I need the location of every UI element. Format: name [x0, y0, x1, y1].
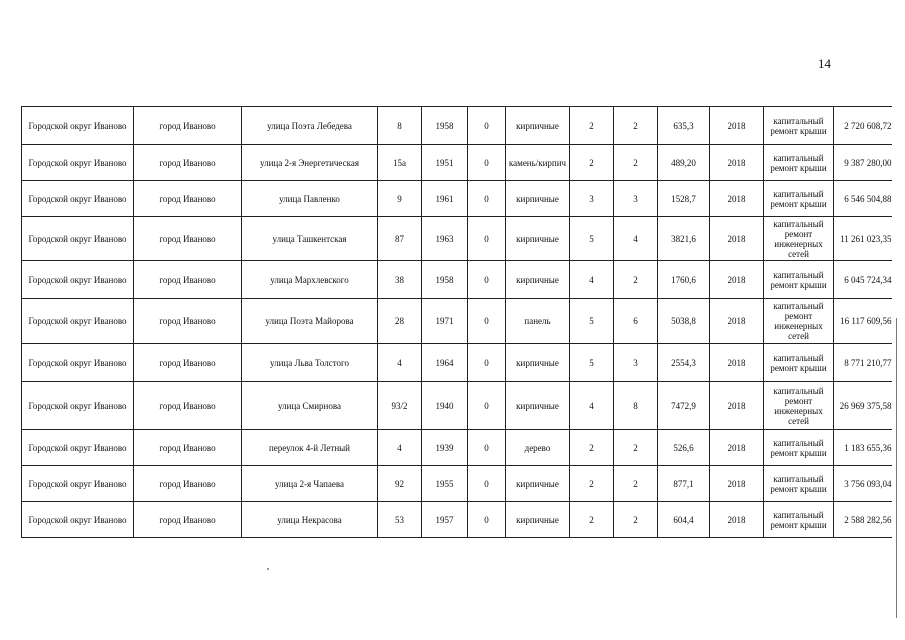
work-type-cell: капитальный ремонт крыши	[764, 344, 834, 382]
table-row	[22, 107, 892, 145]
street-cell: улица Льва Толстого	[242, 344, 378, 382]
cost-cell: 11 261 023,35	[834, 217, 892, 261]
street-cell: улица Ташкентская	[242, 217, 378, 261]
cost-cell: 6 546 504,88	[834, 181, 892, 217]
area-cell: 1760,6	[658, 261, 710, 299]
floors-cell: 2	[570, 107, 614, 145]
area-cell: 604,4	[658, 502, 710, 538]
build-year-cell: 1951	[422, 145, 468, 181]
city-cell: город Иваново	[134, 344, 242, 382]
house-number-cell: 9	[378, 181, 422, 217]
floors-cell: 2	[570, 466, 614, 502]
zero-cell: 0	[468, 299, 506, 344]
scan-speck	[267, 568, 269, 570]
entrances-cell: 2	[614, 502, 658, 538]
table-row	[22, 382, 892, 430]
city-cell: город Иваново	[134, 502, 242, 538]
build-year-cell: 1958	[422, 261, 468, 299]
entrances-cell: 8	[614, 382, 658, 430]
wall-material-cell: кирпичные	[506, 502, 570, 538]
zero-cell: 0	[468, 261, 506, 299]
city-cell: город Иваново	[134, 430, 242, 466]
city-cell: город Иваново	[134, 181, 242, 217]
table-row	[22, 261, 892, 299]
zero-cell: 0	[468, 181, 506, 217]
build-year-cell: 1940	[422, 382, 468, 430]
table-row	[22, 344, 892, 382]
build-year-cell: 1958	[422, 107, 468, 145]
zero-cell: 0	[468, 466, 506, 502]
municipality-cell: Городской округ Иваново	[22, 145, 134, 181]
wall-material-cell: камень/кирпич	[506, 145, 570, 181]
cost-cell: 6 045 724,34	[834, 261, 892, 299]
table-row	[22, 502, 892, 538]
city-cell: город Иваново	[134, 466, 242, 502]
cost-cell: 1 183 655,36	[834, 430, 892, 466]
floors-cell: 4	[570, 261, 614, 299]
wall-material-cell: кирпичные	[506, 107, 570, 145]
municipality-cell: Городской округ Иваново	[22, 430, 134, 466]
build-year-cell: 1955	[422, 466, 468, 502]
plan-year-cell: 2018	[710, 107, 764, 145]
build-year-cell: 1971	[422, 299, 468, 344]
work-type-cell: капитальный ремонт крыши	[764, 181, 834, 217]
floors-cell: 4	[570, 382, 614, 430]
table-row	[22, 430, 892, 466]
cost-cell: 16 117 609,56	[834, 299, 892, 344]
plan-year-cell: 2018	[710, 299, 764, 344]
city-cell: город Иваново	[134, 299, 242, 344]
house-number-cell: 28	[378, 299, 422, 344]
street-cell: улица Поэта Лебедева	[242, 107, 378, 145]
plan-year-cell: 2018	[710, 145, 764, 181]
page-number: 14	[818, 56, 831, 71]
cost-cell: 26 969 375,58	[834, 382, 892, 430]
municipality-cell: Городской округ Иваново	[22, 502, 134, 538]
entrances-cell: 2	[614, 107, 658, 145]
wall-material-cell: кирпичные	[506, 344, 570, 382]
area-cell: 5038,8	[658, 299, 710, 344]
work-type-cell: капитальный ремонт крыши	[764, 145, 834, 181]
street-cell: улица Некрасова	[242, 502, 378, 538]
repair-program-table	[21, 106, 892, 538]
street-cell: улица 2-я Чапаева	[242, 466, 378, 502]
table-row	[22, 181, 892, 217]
wall-material-cell: кирпичные	[506, 382, 570, 430]
wall-material-cell: панель	[506, 299, 570, 344]
city-cell: город Иваново	[134, 107, 242, 145]
cost-cell: 8 771 210,77	[834, 344, 892, 382]
house-number-cell: 4	[378, 344, 422, 382]
area-cell: 526,6	[658, 430, 710, 466]
street-cell: улица Мархлевского	[242, 261, 378, 299]
zero-cell: 0	[468, 145, 506, 181]
municipality-cell: Городской округ Иваново	[22, 261, 134, 299]
cost-cell: 3 756 093,04	[834, 466, 892, 502]
wall-material-cell: кирпичные	[506, 466, 570, 502]
city-cell: город Иваново	[134, 382, 242, 430]
area-cell: 3821,6	[658, 217, 710, 261]
plan-year-cell: 2018	[710, 382, 764, 430]
build-year-cell: 1957	[422, 502, 468, 538]
area-cell: 489,20	[658, 145, 710, 181]
entrances-cell: 2	[614, 430, 658, 466]
area-cell: 877,1	[658, 466, 710, 502]
entrances-cell: 4	[614, 217, 658, 261]
house-number-cell: 53	[378, 502, 422, 538]
floors-cell: 5	[570, 344, 614, 382]
area-cell: 1528,7	[658, 181, 710, 217]
plan-year-cell: 2018	[710, 502, 764, 538]
cost-cell: 2 588 282,56	[834, 502, 892, 538]
scan-edge-mark	[896, 318, 897, 618]
zero-cell: 0	[468, 217, 506, 261]
entrances-cell: 2	[614, 466, 658, 502]
work-type-cell: капитальный ремонт крыши	[764, 107, 834, 145]
wall-material-cell: дерево	[506, 430, 570, 466]
municipality-cell: Городской округ Иваново	[22, 466, 134, 502]
city-cell: город Иваново	[134, 261, 242, 299]
city-cell: город Иваново	[134, 217, 242, 261]
floors-cell: 2	[570, 502, 614, 538]
wall-material-cell: кирпичные	[506, 181, 570, 217]
area-cell: 7472,9	[658, 382, 710, 430]
zero-cell: 0	[468, 344, 506, 382]
area-cell: 635,3	[658, 107, 710, 145]
entrances-cell: 3	[614, 344, 658, 382]
table-row	[22, 217, 892, 261]
plan-year-cell: 2018	[710, 466, 764, 502]
cost-cell: 9 387 280,00	[834, 145, 892, 181]
work-type-cell: капитальный ремонт инженерных сетей	[764, 217, 834, 261]
build-year-cell: 1939	[422, 430, 468, 466]
area-cell: 2554,3	[658, 344, 710, 382]
wall-material-cell: кирпичные	[506, 261, 570, 299]
plan-year-cell: 2018	[710, 344, 764, 382]
work-type-cell: капитальный ремонт крыши	[764, 430, 834, 466]
table-row	[22, 299, 892, 344]
house-number-cell: 93/2	[378, 382, 422, 430]
zero-cell: 0	[468, 502, 506, 538]
entrances-cell: 6	[614, 299, 658, 344]
street-cell: улица 2-я Энергетическая	[242, 145, 378, 181]
floors-cell: 2	[570, 145, 614, 181]
plan-year-cell: 2018	[710, 261, 764, 299]
entrances-cell: 2	[614, 261, 658, 299]
street-cell: улица Поэта Майорова	[242, 299, 378, 344]
house-number-cell: 8	[378, 107, 422, 145]
house-number-cell: 15а	[378, 145, 422, 181]
municipality-cell: Городской округ Иваново	[22, 299, 134, 344]
build-year-cell: 1964	[422, 344, 468, 382]
table-row	[22, 145, 892, 181]
municipality-cell: Городской округ Иваново	[22, 107, 134, 145]
municipality-cell: Городской округ Иваново	[22, 382, 134, 430]
floors-cell: 2	[570, 430, 614, 466]
wall-material-cell: кирпичные	[506, 217, 570, 261]
zero-cell: 0	[468, 382, 506, 430]
build-year-cell: 1961	[422, 181, 468, 217]
house-number-cell: 87	[378, 217, 422, 261]
entrances-cell: 3	[614, 181, 658, 217]
zero-cell: 0	[468, 430, 506, 466]
plan-year-cell: 2018	[710, 217, 764, 261]
street-cell: переулок 4-й Летный	[242, 430, 378, 466]
street-cell: улица Павленко	[242, 181, 378, 217]
street-cell: улица Смирнова	[242, 382, 378, 430]
plan-year-cell: 2018	[710, 430, 764, 466]
entrances-cell: 2	[614, 145, 658, 181]
house-number-cell: 38	[378, 261, 422, 299]
floors-cell: 3	[570, 181, 614, 217]
work-type-cell: капитальный ремонт инженерных сетей	[764, 382, 834, 430]
cost-cell: 2 720 608,72	[834, 107, 892, 145]
municipality-cell: Городской округ Иваново	[22, 344, 134, 382]
house-number-cell: 92	[378, 466, 422, 502]
work-type-cell: капитальный ремонт крыши	[764, 466, 834, 502]
work-type-cell: капитальный ремонт крыши	[764, 261, 834, 299]
floors-cell: 5	[570, 299, 614, 344]
work-type-cell: капитальный ремонт крыши	[764, 502, 834, 538]
floors-cell: 5	[570, 217, 614, 261]
work-type-cell: капитальный ремонт инженерных сетей	[764, 299, 834, 344]
build-year-cell: 1963	[422, 217, 468, 261]
table-row	[22, 466, 892, 502]
zero-cell: 0	[468, 107, 506, 145]
municipality-cell: Городской округ Иваново	[22, 217, 134, 261]
house-number-cell: 4	[378, 430, 422, 466]
municipality-cell: Городской округ Иваново	[22, 181, 134, 217]
plan-year-cell: 2018	[710, 181, 764, 217]
city-cell: город Иваново	[134, 145, 242, 181]
